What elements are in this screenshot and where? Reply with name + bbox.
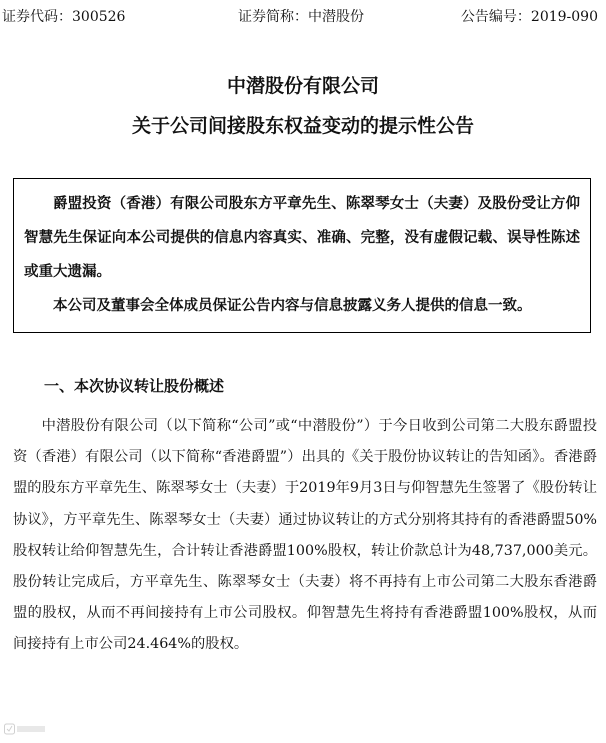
section-1-heading: 一、本次协议转让股份概述	[44, 377, 225, 395]
stock-abbreviation: 证券简称：中潜股份	[238, 9, 364, 25]
stock-code: 证券代码：300526	[2, 9, 126, 25]
section-1-body: 中潜股份有限公司（以下简称“公司”或“中潜股份”）于今日收到公司第二大股东爵盟投资（香港）有限公司（以下简称“香港爵盟”）出具的《关于股份协议转让的告知函》。香港爵盟的股东方平章先生、陈翠琴女士（夫妻）于2019年9月3日与仰智慧先生签署了《股份转让协议》，方平章先生、陈翠琴女士（夫妻）通过协议转让的方式分别将其持有的香港爵盟50%股权转让给仰智慧先生，合计转让香港爵盟100%股权，转让价款总计为48,737,000美元。股份转让完成后，方平章先生、陈翠琴女士（夫妻）将不再持有上市公司第二大股东香港爵盟的股权，从而不再间接持有上市公司股权。仰智慧先生将持有香港爵盟100%股权，从而间接持有上市公司24.464%的股权。	[13, 418, 597, 653]
document-header	[0, 6, 606, 28]
disclaimer-paragraph-1: 爵盟投资（香港）有限公司股东方平章先生、陈翠琴女士（夫妻）及股份受让方仰智慧先生保证向本公司提供的信息内容真实、准确、完整，没有虚假记载、误导性陈述或重大遗漏。	[24, 196, 580, 280]
disclaimer-paragraph-2: 本公司及董事会全体成员保证公告内容与信息披露义务人提供的信息一致。	[53, 298, 532, 314]
company-title: 中潜股份有限公司	[226, 75, 379, 97]
disclaimer-box	[13, 178, 591, 333]
announcement-title: 关于公司间接股东权益变动的提示性公告	[131, 115, 474, 137]
watermark-logo-icon	[4, 722, 48, 736]
notice-number: 公告编号：2019-090	[460, 9, 598, 25]
